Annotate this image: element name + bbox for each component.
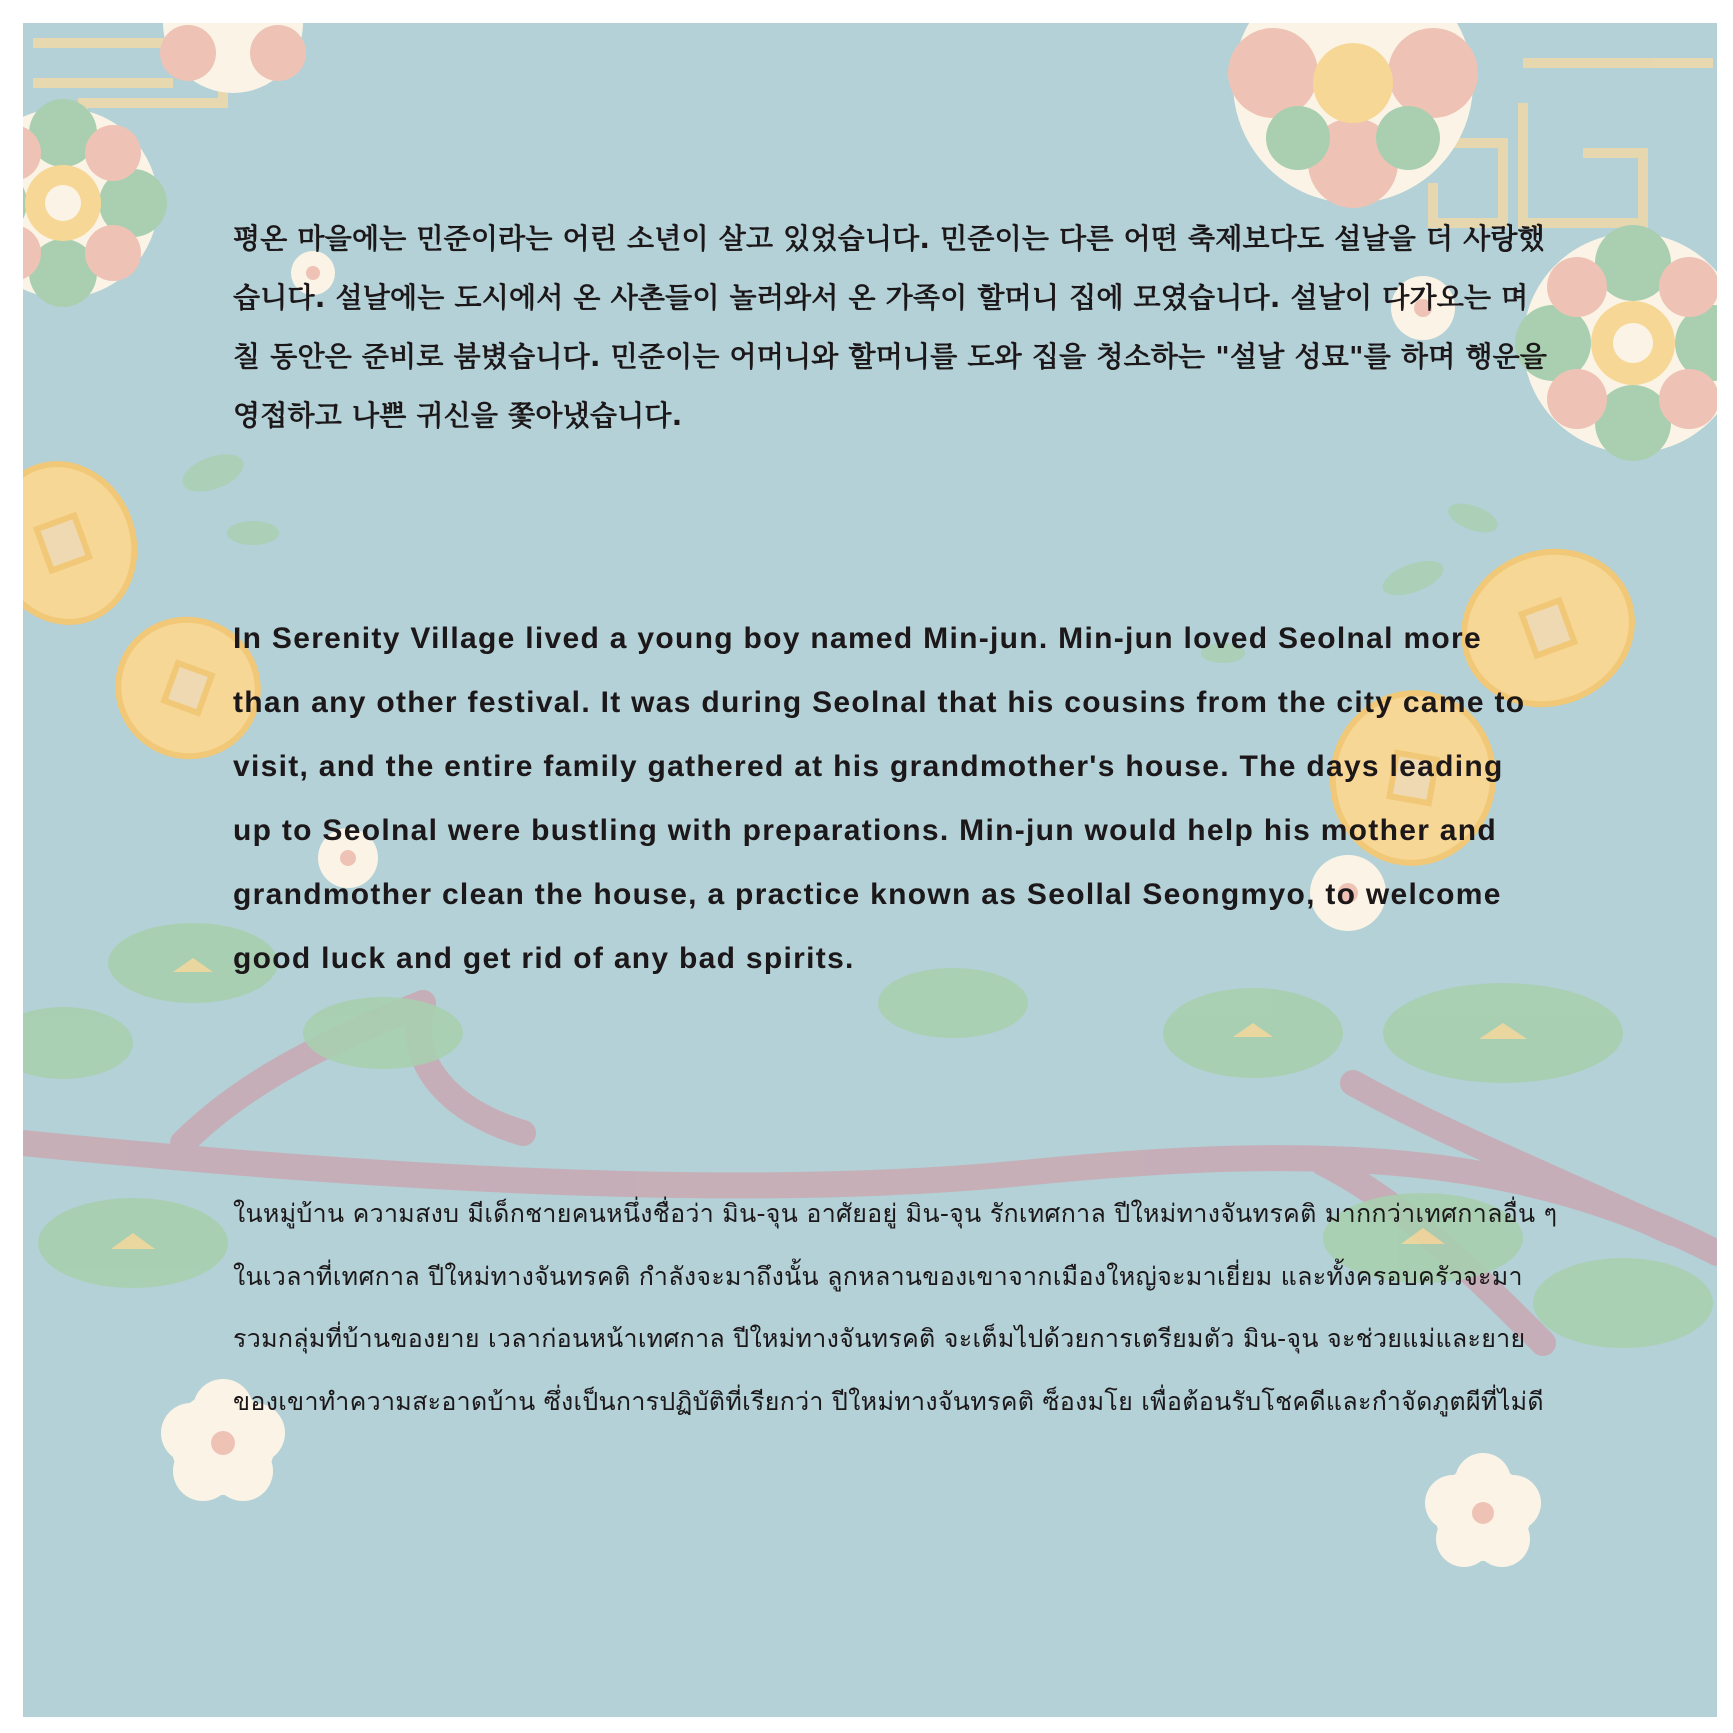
story-paragraph-thai: ในหมู่บ้าน ความสงบ มีเด็กชายคนหนึ่งชื่อว่า มิน-จุน อาศัยอยู่ มิน-จุน รักเทศกาล ปีใหม่ทางจันทรคติ มากกว่าเทศกาลอื่น ๆ ในเวลาที่เทศกาล ปีใหม่ทางจันทรคติ กำลังจะมาถึงนั้น ลูกหลานของเขาจากเมืองใหญ่จะมาเยี่ยม และทั้งครอบครัวจะมารวมกลุ่มที่บ้านของยาย เวลาก่อนหน้าเทศกาล ปีใหม่ทางจันทรคติ จะเต็มไปด้วยการเตรียมตัว มิน-จุน จะช่วยแม่และยายของเขาทำความสะอาดบ้าน ซึ่งเป็นการปฏิบัติที่เรียกว่า ปีใหม่ทางจันทรคติ ซ็องมโย เพื่อต้อนรับโชคดีและกำจัดภูตผีที่ไม่ดี	[233, 1199, 1558, 1416]
story-paragraph-korean: 평온 마을에는 민준이라는 어린 소년이 살고 있었습니다. 민준이는 다른 어떤 축제보다도 설날을 더 사랑했습니다. 설날에는 도시에서 온 사촌들이 놀러와서 온 가족이 할머니 집에 모였습니다. 설날이 다가오는 며칠 동안은 준비로 붐볐습니다. 민준이는 어머니와 할머니를 도와 집을 청소하는 "설날 성묘"를 하며 행운을 영접하고 나쁜 귀신을 쫓아냈습니다.	[233, 222, 1548, 432]
story-paragraph-english: In Serenity Village lived a young boy named Min-jun. Min-jun loved Seolnal more than any other festival. It was during Seolnal that his cousins from the city came to visit, and the entire family gathered at his grandmother's house. The days leading up to Seolnal were bustling with preparations. Min-jun would help his mother and grandmother clean the house, a practice known as Seollal Seongmyo, to welcome good luck and get rid of any bad spirits.	[233, 622, 1526, 975]
storybook-page	[23, 23, 1717, 1717]
